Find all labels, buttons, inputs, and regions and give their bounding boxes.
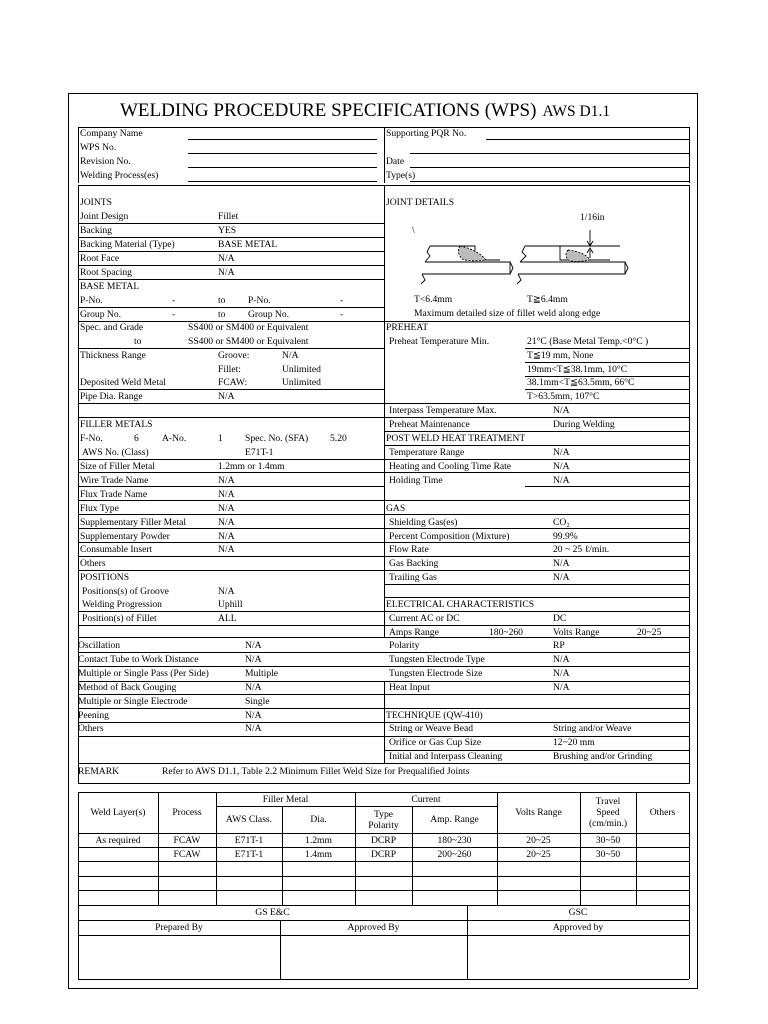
- pwht-holding-label: Holding Time: [389, 475, 443, 486]
- root-spacing-value: N/A: [218, 267, 235, 278]
- root-face-label: Root Face: [80, 253, 120, 264]
- preheat-maintenance-label: Preheat Maintenance: [389, 419, 470, 430]
- backing-material-label: Backing Material (Type): [80, 239, 175, 250]
- supp-powder-value: N/A: [218, 531, 235, 542]
- row1-amp: 180~230: [437, 835, 472, 846]
- row2-volts: 20~25: [526, 849, 551, 860]
- heat-input-label: Heat Input: [389, 682, 430, 693]
- f-no-label: F-No.: [80, 433, 103, 444]
- pwht-heading: POST WELD HEAT TREATMENT: [386, 433, 526, 444]
- polarity-label: Polarity: [389, 640, 420, 651]
- prepared-by-signature-box[interactable]: [79, 936, 279, 978]
- shielding-gas-label: Shielding Gas(es): [389, 517, 458, 528]
- dimension-1-16-label: 1/16in: [580, 212, 605, 223]
- joint-note: Maximum detailed size of fillet weld along edge: [414, 308, 601, 319]
- deposited-weld-label: Deposited Weld Metal: [80, 377, 166, 388]
- aws-class-header: AWS Class.: [225, 814, 273, 825]
- supp-powder-label: Supplementary Powder: [80, 531, 170, 542]
- preheat-range-2: 19mm<T≦38.1mm, 10°C: [527, 364, 628, 375]
- backing-material-value: BASE METAL: [218, 239, 278, 250]
- multi-pass-value: Multiple: [245, 668, 279, 679]
- others-header: Others: [649, 807, 676, 818]
- gs-ec-label: GS E&C: [255, 907, 290, 918]
- a-no-label: A-No.: [162, 433, 187, 444]
- preheat-min-label: Preheat Temperature Min.: [389, 336, 490, 347]
- speed-unit-header: (cm/min.): [588, 818, 628, 829]
- remark-text: Refer to AWS D1.1, Table 2.2 Minimum Fillet Weld Size for Prequalified Joints: [162, 766, 470, 777]
- supporting-pqr-label: Supporting PQR No.: [386, 128, 467, 139]
- tungsten-size-label: Tungsten Electrode Size: [389, 668, 483, 679]
- row2-dia: 1.4mm: [305, 849, 332, 860]
- wps-no-label: WPS No.: [80, 142, 117, 153]
- tungsten-type-label: Tungsten Electrode Type: [389, 654, 485, 665]
- type-label: Type(s): [386, 170, 416, 181]
- row1-type: DCRP: [370, 835, 397, 846]
- volts-range-value: 20~25: [637, 627, 662, 638]
- peening-label: Peening: [78, 710, 109, 721]
- fillet-position-value: ALL: [218, 613, 237, 624]
- filler-others-label: Others: [80, 558, 106, 569]
- row1-weld-layer: As required: [95, 835, 141, 846]
- heat-input-value: N/A: [553, 682, 570, 693]
- groove-value: N/A: [282, 350, 299, 361]
- f-no-value: 6: [134, 433, 139, 444]
- filler-size-label: Size of Filler Metal: [80, 461, 155, 472]
- amps-range-label: Amps Range: [389, 627, 439, 638]
- trailing-gas-label: Trailing Gas: [389, 572, 437, 583]
- shielding-gas-value: CO₂: [553, 517, 570, 528]
- p-no-to: to: [218, 295, 226, 306]
- backslash-mark: \: [412, 225, 415, 236]
- company-name-label: Company Name: [80, 128, 143, 139]
- consumable-insert-label: Consumable Insert: [80, 544, 153, 555]
- spec-grade-value-1: SS400 or SM400 or Equivalent: [188, 322, 309, 333]
- joint-details-heading: JOINT DETAILS: [386, 197, 455, 208]
- orifice-label: Orifice or Gas Cup Size: [389, 737, 482, 748]
- aws-class-value: E71T-1: [245, 447, 274, 458]
- title-code: AWS D1.1: [542, 103, 611, 120]
- joints-heading: JOINTS: [80, 197, 112, 208]
- tungsten-size-value: N/A: [553, 668, 570, 679]
- flux-type-value: N/A: [218, 503, 235, 514]
- group-no-dash: -: [172, 309, 176, 320]
- amps-range-value: 180~260: [489, 627, 523, 638]
- technique-heading: TECHNIQUE (QW-410): [386, 710, 483, 721]
- preheat-maintenance-value: During Welding: [553, 419, 615, 430]
- row1-dia: 1.2mm: [305, 835, 332, 846]
- row2-process: FCAW: [173, 849, 201, 860]
- misc-others-value: N/A: [245, 723, 262, 734]
- electrode-label: Multiple or Single Electrode: [78, 696, 188, 707]
- spec-sfa-value: 5.20: [330, 433, 347, 444]
- flux-type-label: Flux Type: [80, 503, 119, 514]
- fillet-value: Unlimited: [282, 364, 321, 375]
- spec-grade-value-2: SS400 or SM400 or Equivalent: [188, 336, 309, 347]
- filler-metal-header: Filler Metal: [262, 794, 309, 805]
- p-no-dash-2: -: [340, 295, 344, 306]
- p-no-label: P-No.: [80, 295, 103, 306]
- string-weave-label: String or Weave Bead: [389, 723, 474, 734]
- remark-label: REMARK: [78, 766, 120, 777]
- row2-amp: 200~260: [437, 849, 472, 860]
- row1-volts: 20~25: [526, 835, 551, 846]
- gsc-label: GSC: [568, 907, 588, 918]
- wire-trade-label: Wire Trade Name: [80, 475, 149, 486]
- current-value: DC: [553, 613, 567, 624]
- current-header: Current: [411, 794, 441, 805]
- cleaning-value: Brushing and/or Grinding: [553, 751, 653, 762]
- supp-filler-value: N/A: [218, 517, 235, 528]
- pwht-holding-value: N/A: [553, 475, 570, 486]
- preheat-heading: PREHEAT: [386, 322, 429, 333]
- fillet-joint-diagram: [410, 222, 640, 294]
- groove-position-label: Positions(s) of Groove: [82, 586, 169, 597]
- gas-backing-value: N/A: [553, 558, 570, 569]
- preheat-range-3: 38.1mm<T≦63.5mm, 66°C: [527, 377, 635, 388]
- contact-tube-value: N/A: [245, 654, 262, 665]
- welding-process-label: Welding Process(es): [80, 170, 159, 181]
- polarity-header: Polarity: [368, 820, 399, 831]
- fillet-position-label: Position(s) of Fillet: [82, 613, 157, 624]
- type-header: Type: [373, 809, 394, 820]
- preheat-range-1: T≦19 mm, None: [527, 350, 594, 361]
- process-header: Process: [172, 807, 202, 818]
- electrode-value: Single: [245, 696, 270, 707]
- row1-process: FCAW: [173, 835, 201, 846]
- spec-grade-label: Spec. and Grade: [80, 322, 144, 333]
- deposited-value: Unlimited: [282, 377, 321, 388]
- row2-aws-class: E71T-1: [234, 849, 264, 860]
- electrical-heading: ELECTRICAL CHARACTERISTICS: [386, 599, 535, 610]
- preheat-min-value: 21°C (Base Metal Temp.<0°C ): [527, 336, 649, 347]
- cleaning-label: Initial and Interpass Cleaning: [389, 751, 503, 762]
- thickness-less-label: T<6.4mm: [414, 294, 453, 305]
- document-title: [120, 99, 610, 124]
- flux-trade-value: N/A: [218, 489, 235, 500]
- group-no-to: to: [218, 309, 226, 320]
- deposited-process: FCAW:: [218, 377, 248, 388]
- welding-progression-label: Welding Progression: [82, 599, 162, 610]
- welding-progression-value: Uphill: [218, 599, 243, 610]
- aws-class-label: AWS No. (Class): [82, 447, 149, 458]
- amp-range-header: Amp. Range: [430, 814, 479, 825]
- prepared-by-label: Prepared By: [155, 922, 203, 933]
- row1-aws-class: E71T-1: [234, 835, 264, 846]
- flux-trade-label: Flux Trade Name: [80, 489, 148, 500]
- orifice-value: 12~20 mm: [553, 737, 595, 748]
- revision-no-label: Revision No.: [80, 156, 131, 167]
- thickness-range-label: Thickness Range: [80, 350, 146, 361]
- row2-type: DCRP: [370, 849, 397, 860]
- polarity-value: RP: [553, 640, 565, 651]
- filler-size-value: 1.2mm or 1.4mm: [218, 461, 285, 472]
- joint-design-value: Fillet: [218, 211, 239, 222]
- thickness-greater-label: T≧6.4mm: [527, 294, 568, 305]
- backing-value: YES: [218, 225, 237, 236]
- date-label: Date: [386, 156, 405, 167]
- supp-filler-label: Supplementary Filler Metal: [80, 517, 187, 528]
- current-label: Current AC or DC: [389, 613, 460, 624]
- gsc-approved-signature-box[interactable]: [468, 936, 688, 978]
- volts-range-label: Volts Range: [553, 627, 600, 638]
- pwht-rate-value: N/A: [553, 461, 570, 472]
- speed-header: Speed: [596, 807, 620, 818]
- group-no-dash-2: -: [340, 309, 344, 320]
- pipe-dia-value: N/A: [218, 391, 235, 402]
- percent-comp-value: 99.9%: [553, 531, 578, 542]
- flow-rate-value: 20 ~ 25 ℓ/min.: [553, 544, 610, 555]
- base-metal-heading: BASE METAL: [80, 281, 140, 292]
- positions-heading: POSITIONS: [80, 572, 130, 583]
- p-no-label-2: P-No.: [248, 295, 271, 306]
- consumable-insert-value: N/A: [218, 544, 235, 555]
- filler-heading: FILLER METALS: [80, 419, 153, 430]
- row2-speed: 30~50: [595, 849, 621, 860]
- interpass-label: Interpass Temperature Max.: [389, 405, 497, 416]
- percent-comp-label: Percent Composition (Mixture): [389, 531, 510, 542]
- root-face-value: N/A: [218, 253, 235, 264]
- gas-backing-label: Gas Backing: [389, 558, 439, 569]
- misc-others-label: Others: [78, 723, 104, 734]
- root-spacing-label: Root Spacing: [80, 267, 132, 278]
- approved-by-signature-box[interactable]: [281, 936, 466, 978]
- travel-header: Travel: [595, 796, 621, 807]
- joint-design-label: Joint Design: [80, 211, 129, 222]
- tungsten-type-value: N/A: [553, 654, 570, 665]
- gas-heading: GAS: [386, 503, 406, 514]
- fillet-label: Fillet:: [218, 364, 241, 375]
- title-text: WELDING PROCEDURE SPECIFICATIONS (WPS): [120, 100, 537, 121]
- group-no-label-2: Group No.: [248, 309, 290, 320]
- pwht-rate-label: Heating and Cooling Time Rate: [389, 461, 512, 472]
- preheat-range-4: T>63.5mm, 107°C: [527, 391, 600, 402]
- multi-pass-label: Multiple or Single Pass (Per Side): [78, 668, 209, 679]
- spec-grade-to: to: [134, 336, 142, 347]
- peening-value: N/A: [245, 710, 262, 721]
- interpass-value: N/A: [553, 405, 570, 416]
- weld-layers-header: Weld Layer(s): [90, 807, 146, 818]
- pwht-temp-label: Temperature Range: [389, 447, 465, 458]
- back-gouging-label: Method of Back Gouging: [78, 682, 177, 693]
- group-no-label: Group No.: [80, 309, 122, 320]
- groove-label: Groove:: [218, 350, 250, 361]
- back-gouging-value: N/A: [245, 682, 262, 693]
- groove-position-value: N/A: [218, 586, 235, 597]
- approved-by-label-2: Approved by: [552, 922, 604, 933]
- approved-by-label: Approved By: [347, 922, 400, 933]
- volts-range-header: Volts Range: [515, 807, 562, 818]
- pipe-dia-label: Pipe Dia. Range: [80, 391, 143, 402]
- oscillation-label: Oscillation: [78, 640, 121, 651]
- spec-sfa-label: Spec. No. (SFA): [245, 433, 309, 444]
- p-no-dash: -: [172, 295, 176, 306]
- dia-header: Dia.: [310, 814, 327, 825]
- backing-label: Backing: [80, 225, 112, 236]
- pwht-temp-value: N/A: [553, 447, 570, 458]
- trailing-gas-value: N/A: [553, 572, 570, 583]
- row1-speed: 30~50: [595, 835, 621, 846]
- flow-rate-label: Flow Rate: [389, 544, 429, 555]
- contact-tube-label: Contact Tube to Work Distance: [78, 654, 199, 665]
- oscillation-value: N/A: [245, 640, 262, 651]
- string-weave-value: String and/or Weave: [553, 723, 632, 734]
- wire-trade-value: N/A: [218, 475, 235, 486]
- a-no-value: 1: [218, 433, 223, 444]
